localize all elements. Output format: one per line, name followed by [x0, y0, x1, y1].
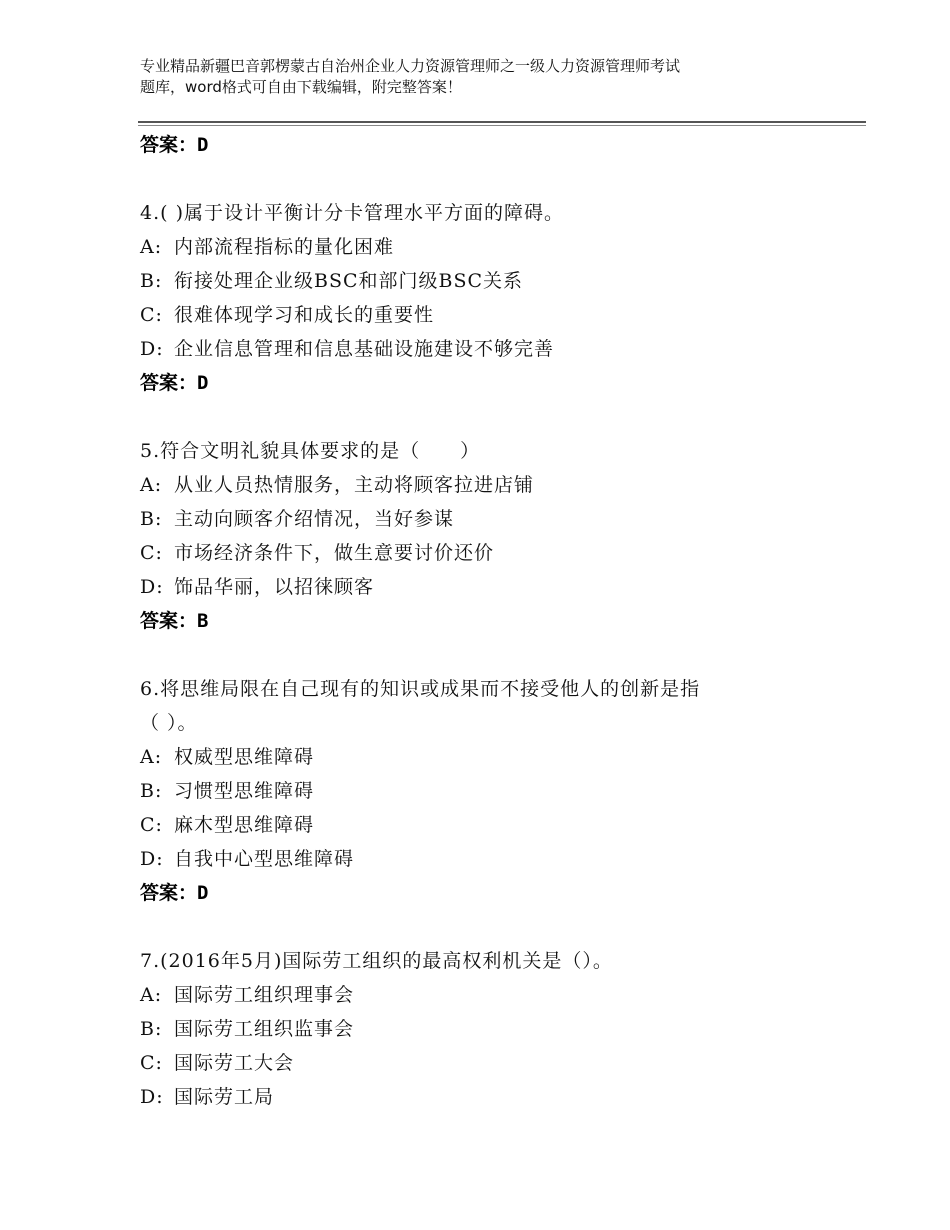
option-text: 国际劳工组织监事会: [174, 1018, 355, 1040]
question-block: [140, 434, 860, 638]
question-stem: 5.符合文明礼貌具体要求的是（ ）: [140, 440, 481, 462]
option-key: A:: [140, 236, 163, 258]
option-key: A:: [140, 474, 163, 496]
question-block: [140, 672, 860, 910]
option-item: [140, 298, 860, 332]
option-text: 内部流程指标的量化困难: [174, 236, 395, 258]
option-item: [140, 1012, 860, 1046]
answer-label: 答案：: [140, 610, 198, 632]
option-key: D:: [140, 1086, 164, 1108]
question-stem: 4.( )属于设计平衡计分卡管理水平方面的障碍。: [140, 202, 564, 224]
option-key: C:: [140, 1052, 163, 1074]
question-block: [140, 944, 860, 1114]
option-item: [140, 1046, 860, 1080]
option-item: [140, 502, 860, 536]
option-text: 权威型思维障碍: [174, 746, 315, 768]
option-item: [140, 1080, 860, 1114]
question-list: [140, 128, 860, 1114]
option-key: B:: [140, 780, 163, 802]
header-line-2: 题库，word格式可自由下载编辑，附完整答案！: [140, 78, 462, 96]
option-text: 企业信息管理和信息基础设施建设不够完善: [174, 338, 555, 360]
option-text: 饰品华丽，以招徕顾客: [174, 576, 375, 598]
option-item: [140, 774, 860, 808]
option-key: A:: [140, 746, 163, 768]
option-text: 主动向顾客介绍情况，当好参谋: [174, 508, 455, 530]
option-text: 衔接处理企业级BSC和部门级BSC关系: [174, 270, 524, 292]
header-rule-thin: [138, 125, 866, 126]
option-item: [140, 570, 860, 604]
option-text: 国际劳工大会: [174, 1052, 295, 1074]
option-text: 国际劳工组织理事会: [174, 984, 355, 1006]
option-text: 自我中心型思维障碍: [174, 848, 355, 870]
option-item: [140, 978, 860, 1012]
option-text: 习惯型思维障碍: [174, 780, 315, 802]
question-stem: 6.将思维局限在自己现有的知识或成果而不接受他人的创新是指: [140, 678, 701, 700]
question-block: [140, 196, 860, 400]
option-key: B:: [140, 1018, 163, 1040]
answer-line: [140, 128, 860, 162]
answer-value: D: [197, 882, 209, 904]
option-key: D:: [140, 848, 164, 870]
option-text: 很难体现学习和成长的重要性: [174, 304, 435, 326]
questions-container: [140, 196, 860, 1114]
option-key: B:: [140, 270, 163, 292]
answer-label: 答案：: [140, 372, 198, 394]
option-item: [140, 332, 860, 366]
option-item: [140, 264, 860, 298]
answer-line: [140, 604, 860, 638]
page-header: [140, 56, 840, 98]
header-rule-thick: [138, 121, 866, 123]
question-stem: 7.(2016年5月)国际劳工组织的最高权利机关是（）。: [140, 950, 613, 972]
answer-value: B: [197, 610, 209, 632]
option-item: [140, 230, 860, 264]
option-key: C:: [140, 304, 163, 326]
option-key: C:: [140, 542, 163, 564]
option-item: [140, 536, 860, 570]
answer-value: D: [197, 134, 209, 156]
option-key: D:: [140, 338, 164, 360]
option-key: A:: [140, 984, 163, 1006]
answer-label: 答案：: [140, 882, 198, 904]
header-line-1: 专业精品新疆巴音郭楞蒙古自治州企业人力资源管理师之一级人力资源管理师考试: [140, 57, 681, 75]
answer-line: [140, 876, 860, 910]
option-text: 市场经济条件下，做生意要讨价还价: [174, 542, 495, 564]
option-item: [140, 468, 860, 502]
option-text: 国际劳工局: [174, 1086, 275, 1108]
option-key: C:: [140, 814, 163, 836]
option-item: [140, 808, 860, 842]
option-text: 从业人员热情服务，主动将顾客拉进店铺: [174, 474, 535, 496]
question-stem: （ ）。: [140, 712, 198, 734]
answer-line: [140, 366, 860, 400]
answer-label: 答案：: [140, 134, 198, 156]
option-key: B:: [140, 508, 163, 530]
option-item: [140, 842, 860, 876]
answer-value: D: [197, 372, 209, 394]
option-text: 麻木型思维障碍: [174, 814, 315, 836]
option-key: D:: [140, 576, 164, 598]
option-item: [140, 740, 860, 774]
